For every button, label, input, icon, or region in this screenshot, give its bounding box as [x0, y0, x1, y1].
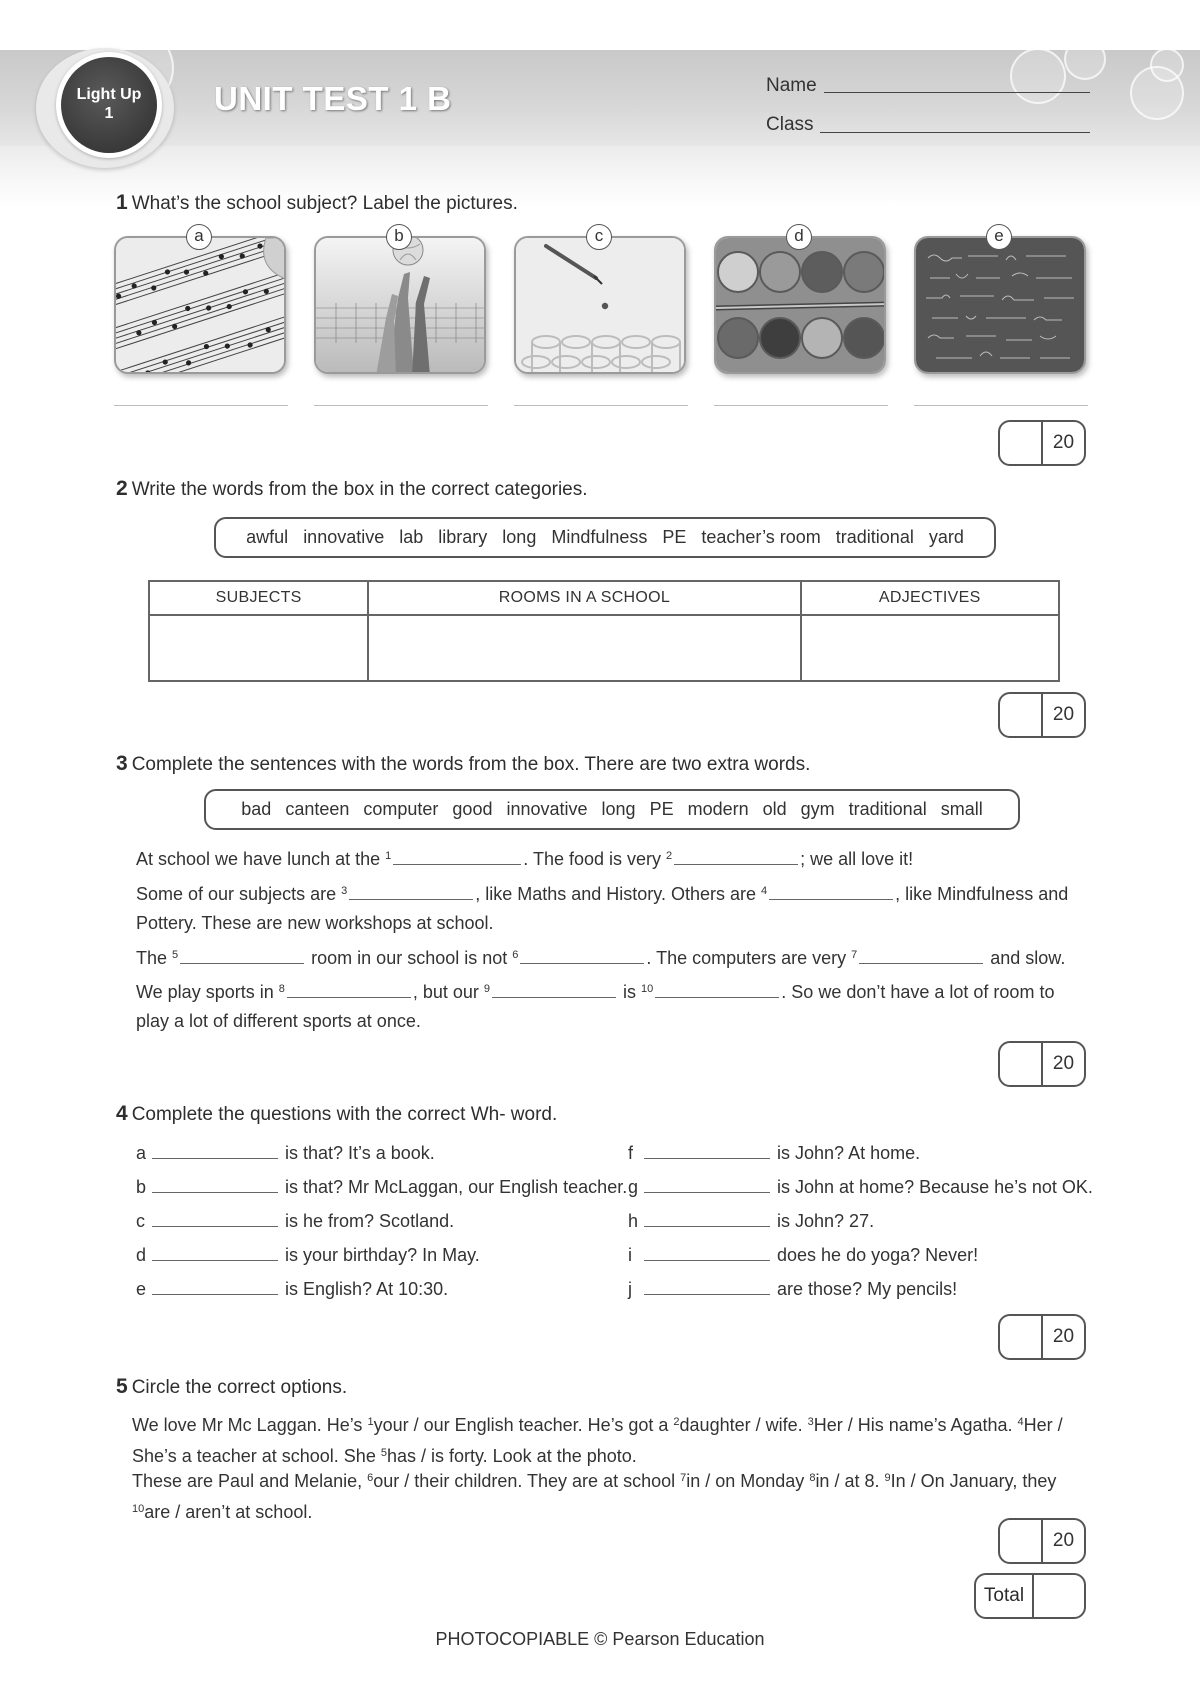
section-number: 1	[116, 191, 128, 214]
circle-options-paragraph-2	[132, 1464, 1082, 1526]
circle-options-paragraph-1	[132, 1408, 1082, 1470]
wh-blank[interactable]	[644, 1294, 770, 1295]
section-number: 2	[116, 477, 128, 500]
option-number: 4	[1017, 1416, 1024, 1428]
score-input[interactable]	[1000, 1043, 1043, 1085]
word: innovative	[506, 799, 588, 819]
question-letter: a	[136, 1143, 147, 1163]
question-text: is your birthday? In May.	[285, 1245, 480, 1265]
section-number: 3	[116, 752, 128, 775]
decorative-bubble	[1010, 48, 1066, 104]
word: Mindfulness	[551, 527, 648, 547]
blank-8[interactable]	[287, 997, 411, 998]
answer-cell-subjects[interactable]	[149, 615, 368, 681]
question-letter: f	[628, 1143, 634, 1163]
word: small	[940, 799, 983, 819]
word: gym	[800, 799, 835, 819]
word: awful	[246, 527, 289, 547]
blank-7[interactable]	[859, 963, 983, 964]
option-number: 10	[132, 1503, 145, 1515]
sheet-music-icon	[116, 238, 286, 374]
option-text[interactable]: In / On January, they	[890, 1471, 1057, 1491]
section-5-title	[116, 1375, 347, 1399]
sentence-text: , like Maths and History. Others are	[475, 884, 762, 904]
option-number: 7	[680, 1472, 687, 1484]
paint-palette-picture	[714, 236, 886, 374]
sentence-paragraph-2	[136, 877, 1086, 938]
score-box-1	[998, 420, 1086, 466]
option-text[interactable]: Her / His name’s Agatha.	[813, 1415, 1018, 1435]
answer-line-e[interactable]	[914, 405, 1088, 406]
option-number: 6	[367, 1472, 374, 1484]
blank-6[interactable]	[520, 963, 644, 964]
score-points: 20	[1052, 1530, 1075, 1551]
word: long	[502, 527, 537, 547]
score-points: 20	[1052, 1053, 1075, 1074]
question-text: is John at home? Because he’s not OK.	[777, 1177, 1093, 1197]
word: library	[438, 527, 488, 547]
word: computer	[363, 799, 439, 819]
sentence-text: Some of our subjects are	[136, 884, 342, 904]
word: yard	[928, 527, 964, 547]
gap-number: 4	[761, 885, 768, 897]
sentence-text: . The computers are very	[646, 948, 852, 968]
score-input[interactable]	[1000, 1316, 1043, 1358]
option-number: 5	[380, 1447, 387, 1459]
word: long	[601, 799, 636, 819]
question-text: is English? At 10:30.	[285, 1279, 449, 1299]
question-g	[628, 1177, 1093, 1198]
question-a	[136, 1143, 435, 1164]
light-up-logo	[61, 57, 157, 153]
wh-blank[interactable]	[644, 1158, 770, 1159]
word: modern	[687, 799, 749, 819]
paragraph-text: We love Mr Mc Laggan. He’s	[132, 1415, 368, 1435]
question-letter: d	[136, 1245, 147, 1265]
question-letter: b	[136, 1177, 147, 1197]
sheet-music-picture	[114, 236, 286, 374]
question-b	[136, 1177, 627, 1198]
volleyball-icon	[316, 238, 486, 374]
option-number: 3	[807, 1416, 814, 1428]
question-letter: j	[628, 1279, 632, 1299]
answer-line-a[interactable]	[114, 405, 288, 406]
word-box-2	[214, 517, 996, 558]
class-label: Class	[766, 114, 814, 135]
wh-blank[interactable]	[152, 1294, 278, 1295]
wh-blank[interactable]	[644, 1192, 770, 1193]
question-text: is that? It’s a book.	[285, 1143, 435, 1163]
wh-blank[interactable]	[152, 1192, 278, 1193]
sentence-text: is	[618, 982, 642, 1002]
name-field[interactable]	[824, 92, 1090, 93]
question-text: are those? My pencils!	[777, 1279, 958, 1299]
word: innovative	[303, 527, 385, 547]
total-score-box	[974, 1573, 1086, 1619]
blank-1[interactable]	[393, 864, 521, 865]
chalkboard-icon	[916, 238, 1086, 374]
score-input[interactable]	[1000, 694, 1043, 736]
blank-5[interactable]	[180, 963, 304, 964]
column-header-adjectives: ADJECTIVES	[801, 581, 1060, 615]
logo-text: Light Up	[76, 86, 142, 103]
class-field[interactable]	[820, 132, 1090, 133]
categories-table	[148, 580, 1060, 682]
column-header-subjects: SUBJECTS	[149, 581, 368, 615]
picture-label-c: c	[586, 224, 612, 250]
blank-2[interactable]	[674, 864, 798, 865]
section-instruction: What’s the school subject? Label the pictures.	[131, 193, 518, 214]
score-points: 20	[1052, 432, 1075, 453]
footer-copyright: PHOTOCOPIABLE © Pearson Education	[435, 1629, 765, 1649]
name-label: Name	[766, 75, 817, 96]
sentence-paragraph-4	[136, 975, 1086, 1036]
wh-blank[interactable]	[644, 1226, 770, 1227]
paint-palette-icon	[716, 238, 886, 374]
score-input[interactable]	[1000, 1520, 1043, 1562]
score-box-2	[998, 692, 1086, 738]
chalkboard-formulas-picture	[914, 236, 1086, 374]
sentence-text: , like Mindfulness and Pottery. These are new workshops at school.	[136, 884, 1069, 933]
question-text: is he from? Scotland.	[285, 1211, 455, 1231]
score-points: 20	[1052, 704, 1075, 725]
option-text[interactable]: your / our English teacher. He’s got a	[373, 1415, 674, 1435]
column-header-rooms: ROOMS IN A SCHOOL	[368, 581, 800, 615]
wh-blank[interactable]	[644, 1260, 770, 1261]
question-letter: h	[628, 1211, 639, 1231]
section-3-title	[116, 752, 810, 776]
total-input[interactable]	[1034, 1575, 1084, 1617]
gap-number: 3	[341, 885, 348, 897]
gap-number: 1	[385, 850, 392, 862]
logo-level: 1	[104, 105, 114, 122]
option-number: 2	[673, 1416, 680, 1428]
sentence-paragraph-1	[136, 842, 1086, 874]
picture-label-a: a	[186, 224, 212, 250]
option-number: 8	[809, 1472, 816, 1484]
sentence-text: . So we don’t have a lot of room to play a lot of different sports at once.	[136, 982, 1055, 1031]
word: traditional	[848, 799, 927, 819]
option-text[interactable]: Her / She’s a teacher at school. She	[132, 1415, 1063, 1466]
question-f	[628, 1143, 920, 1164]
score-points: 20	[1052, 1326, 1075, 1347]
blank-9[interactable]	[492, 997, 616, 998]
gap-number: 6	[512, 949, 519, 961]
paragraph-text: These are Paul and Melanie,	[132, 1471, 368, 1491]
answer-cell-adjectives[interactable]	[801, 615, 1060, 681]
word: bad	[241, 799, 272, 819]
question-letter: e	[136, 1279, 147, 1299]
answer-cell-rooms[interactable]	[368, 615, 800, 681]
answer-line-d[interactable]	[714, 405, 888, 406]
gap-number: 5	[172, 949, 179, 961]
picture-label-b: b	[386, 224, 412, 250]
word: good	[452, 799, 493, 819]
option-text[interactable]: in / at 8.	[815, 1471, 885, 1491]
gap-number: 9	[483, 983, 491, 995]
blank-4[interactable]	[769, 899, 893, 900]
decorative-bubble	[1064, 38, 1106, 80]
word-box-3	[204, 789, 1020, 830]
word: lab	[399, 527, 424, 547]
question-text: does he do yoga? Never!	[777, 1245, 979, 1265]
section-number: 4	[116, 1102, 128, 1125]
question-j	[628, 1279, 957, 1300]
test-tubes-icon	[516, 238, 686, 374]
word: PE	[662, 527, 687, 547]
question-text: is John? 27.	[777, 1211, 875, 1231]
question-e	[136, 1279, 448, 1300]
sentence-text: At school we have lunch at the	[136, 849, 386, 869]
word: PE	[649, 799, 674, 819]
question-d	[136, 1245, 480, 1266]
option-number: 1	[367, 1416, 374, 1428]
blank-3[interactable]	[349, 899, 473, 900]
gap-number: 8	[278, 983, 285, 995]
sentence-text: ; we all love it!	[800, 849, 914, 869]
score-box-3	[998, 1041, 1086, 1087]
word: teacher’s room	[701, 527, 821, 547]
total-label: Total	[976, 1575, 1034, 1617]
question-letter: g	[628, 1177, 639, 1197]
word: old	[762, 799, 787, 819]
sentence-text: . The food is very	[523, 849, 667, 869]
gap-number: 10	[641, 983, 654, 995]
answer-line-c[interactable]	[514, 405, 688, 406]
sentence-text: We play sports in	[136, 982, 279, 1002]
gap-number: 7	[851, 949, 858, 961]
picture-label-d: d	[786, 224, 812, 250]
answer-line-b[interactable]	[314, 405, 488, 406]
sentence-text: room in our school is not	[306, 948, 513, 968]
score-box-5	[998, 1518, 1086, 1564]
question-text: is John? At home.	[777, 1143, 921, 1163]
sentence-text: and slow.	[985, 948, 1066, 968]
word: traditional	[835, 527, 914, 547]
question-h	[628, 1211, 874, 1232]
sentence-paragraph-3	[136, 941, 1086, 973]
section-instruction: Write the words from the box in the correct categories.	[131, 479, 588, 500]
section-instruction: Circle the correct options.	[131, 1377, 348, 1398]
question-c	[136, 1211, 454, 1232]
option-number: 9	[884, 1472, 891, 1484]
gap-number: 2	[666, 850, 673, 862]
page-title: UNIT TEST 1 B	[214, 80, 452, 117]
question-text: is that? Mr McLaggan, our English teacher.	[285, 1177, 628, 1197]
option-text[interactable]: our / their children. They are at school	[373, 1471, 681, 1491]
sentence-text: The	[136, 948, 173, 968]
section-4-title	[116, 1102, 557, 1126]
blank-10[interactable]	[655, 997, 779, 998]
score-input[interactable]	[1000, 422, 1043, 464]
sentence-text: , but our	[412, 982, 484, 1002]
section-2-title	[116, 477, 588, 501]
option-text[interactable]: in / on Monday	[686, 1471, 810, 1491]
test-tubes-picture	[514, 236, 686, 374]
section-instruction: Complete the questions with the correct Wh- word.	[131, 1104, 558, 1125]
volleyball-picture	[314, 236, 486, 374]
question-letter: i	[628, 1245, 632, 1265]
option-text[interactable]: has / is forty. Look at the photo.	[386, 1446, 637, 1466]
score-box-4	[998, 1314, 1086, 1360]
wh-blank[interactable]	[152, 1158, 278, 1159]
wh-blank[interactable]	[152, 1226, 278, 1227]
wh-blank[interactable]	[152, 1260, 278, 1261]
picture-label-e: e	[986, 224, 1012, 250]
section-number: 5	[116, 1375, 128, 1398]
section-instruction: Complete the sentences with the words from the box. There are two extra words.	[131, 754, 811, 775]
option-text[interactable]: are / aren’t at school.	[144, 1502, 313, 1522]
question-i	[628, 1245, 978, 1266]
section-1-title	[116, 191, 518, 215]
question-letter: c	[136, 1211, 145, 1231]
word: canteen	[285, 799, 350, 819]
decorative-bubble	[1150, 48, 1184, 82]
option-text[interactable]: daughter / wife.	[679, 1415, 808, 1435]
